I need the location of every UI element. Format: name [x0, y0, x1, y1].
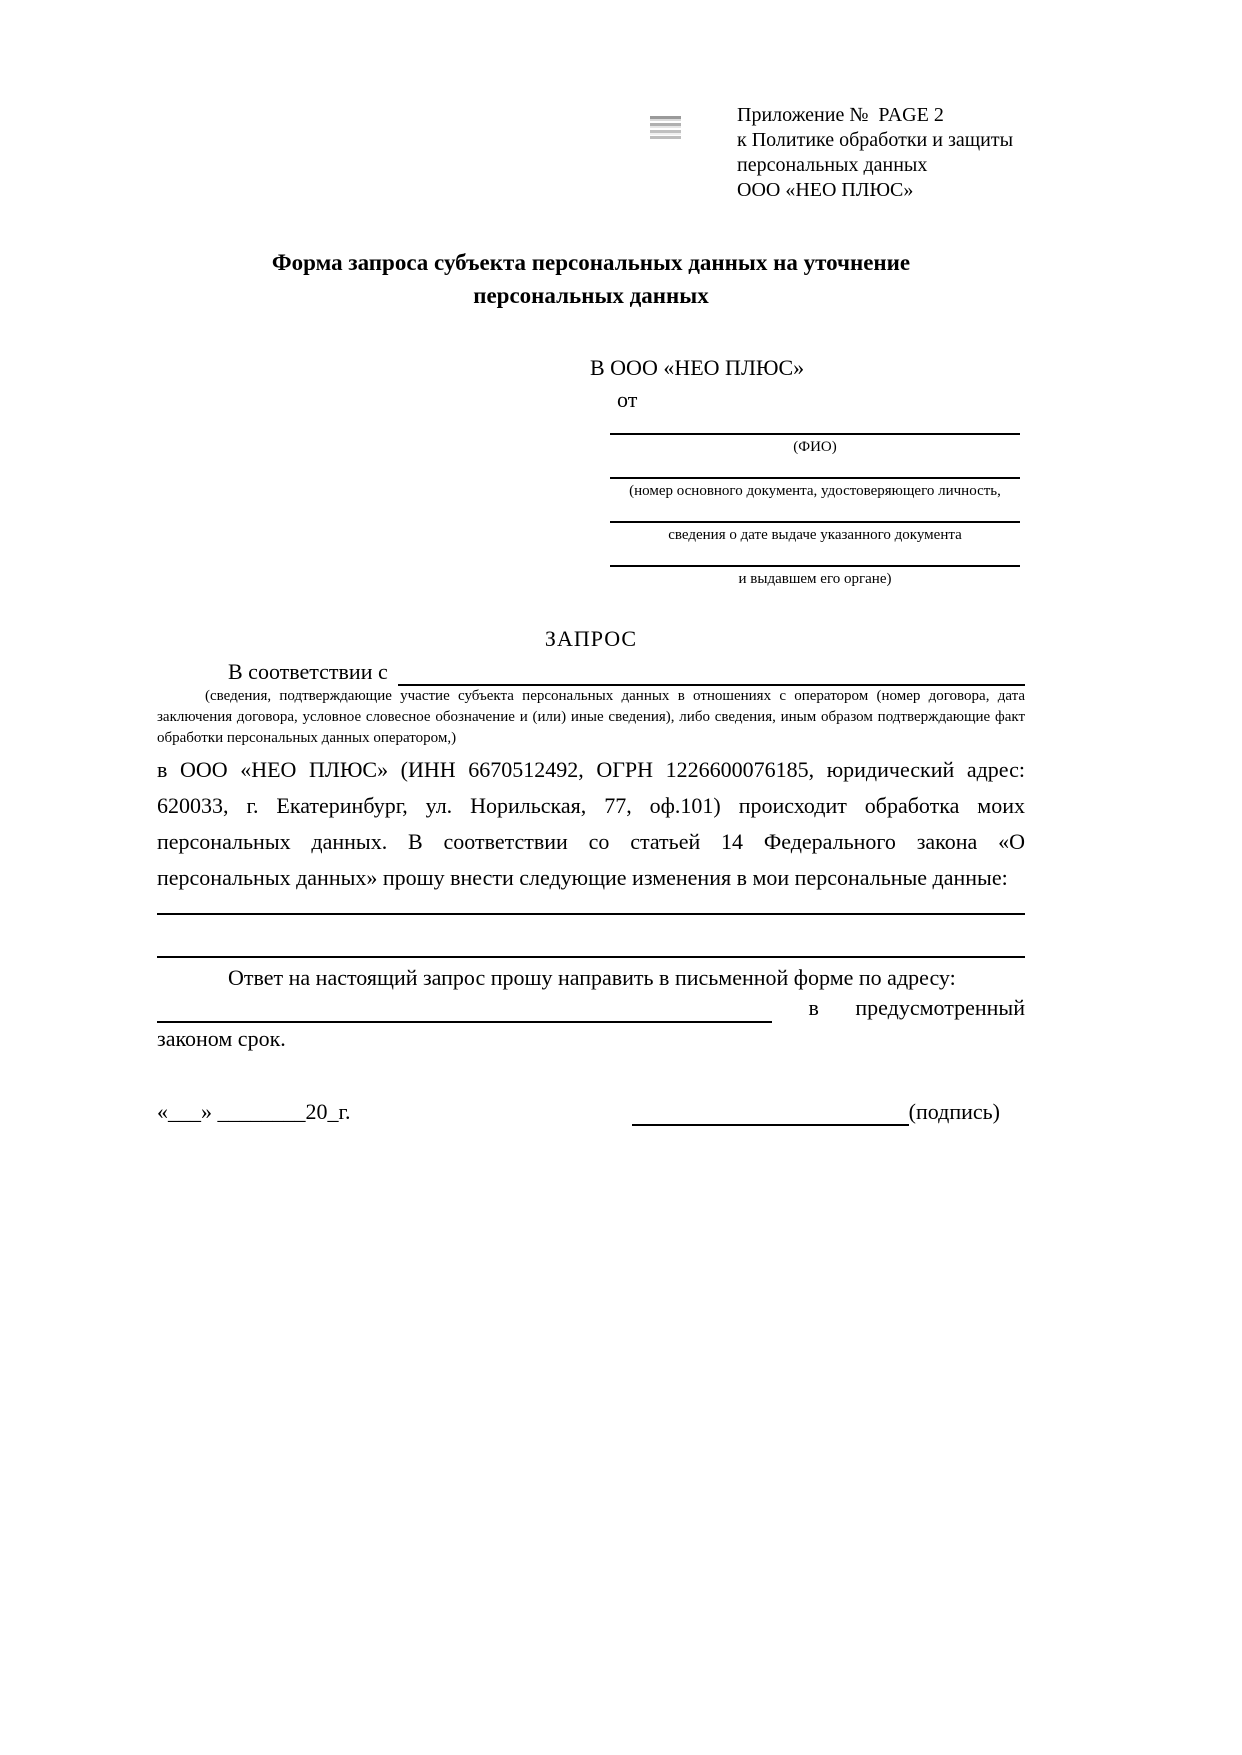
changes-blank-line-2: [157, 956, 1025, 958]
appendix-line: к Политике обработки и защиты: [737, 129, 1014, 151]
response-term-tail: законом срок.: [157, 1026, 286, 1051]
appendix-line: ООО «НЕО ПЛЮС»: [737, 179, 914, 201]
response-word-term: предусмотренный: [855, 995, 1025, 1020]
appendix-line: Приложение № PAGE 2: [737, 104, 944, 126]
appendix-line: персональных данных: [737, 154, 928, 176]
form-field-document-number: [610, 457, 1020, 501]
address-blank-line: [157, 999, 772, 1023]
request-heading: ЗАПРОС: [544, 626, 638, 651]
date-signature-row: [157, 1098, 1025, 1126]
signature-caption: (подпись): [908, 1099, 1000, 1124]
response-address-row: [157, 993, 1025, 1023]
issuing-authority-caption: и выдавшем его органе): [738, 571, 892, 587]
request-body-paragraph: в ООО «НЕО ПЛЮС» (ИНН 6670512492, ОГРН 1226600076185, юридический адрес: 620033, г. Екатеринбург, ул. Норильская, 77, оф.101) происходит обработка моих персональных данных. В соответствии со статьей 14 Федерального закона «О персональных данных» прошу внести следующие изменения в мои персональные данные:: [157, 757, 1025, 890]
document-number-caption: (номер основного документа, удостоверяющего личность,: [629, 483, 1001, 499]
fine-print-note: (сведения, подтверждающие участие субъекта персональных данных в отношениях с оператором (номер договора, дата заключения договора, условное словесное обозначение и (или) иные сведения), либо сведения, иным образом подтверждающие факт обработки персональных данных оператором,): [157, 688, 1025, 746]
date-blank: «___» ________20_г.: [157, 1099, 351, 1124]
page-title-line-1: Форма запроса субъекта персональных данных на уточнение: [271, 250, 911, 275]
issue-date-blank-line: [610, 501, 1020, 523]
response-instruction: Ответ на настоящий запрос прошу направить в письменной форме по адресу:: [228, 965, 956, 990]
request-intro-prefix: В соответствии с: [228, 659, 388, 684]
signature-group: [632, 1098, 1000, 1126]
request-intro-row: [157, 657, 1025, 686]
embedded-image-artifact-icon: [650, 116, 681, 139]
issue-date-caption: сведения о дате выдаче указанного документа: [668, 527, 962, 543]
signature-blank-line: [632, 1102, 909, 1126]
addressee-block: [157, 354, 1025, 589]
form-field-issuing-authority: [610, 545, 1020, 589]
form-field-issue-date: [610, 501, 1020, 545]
changes-blank-line-1: [157, 913, 1025, 915]
from-label: от: [617, 387, 638, 412]
page-title: [157, 246, 1025, 312]
document-number-blank-line: [610, 457, 1020, 479]
appendix-header: [737, 103, 1025, 203]
form-field-fio: [610, 413, 1020, 457]
request-intro-blank-line: [398, 660, 1025, 686]
fio-blank-line: [610, 413, 1020, 435]
response-word-v: в: [808, 995, 819, 1020]
issuing-authority-blank-line: [610, 545, 1020, 567]
addressee-organization: В ООО «НЕО ПЛЮС»: [590, 355, 805, 380]
fio-caption: (ФИО): [793, 439, 837, 455]
page-title-line-2: персональных данных: [473, 283, 709, 308]
